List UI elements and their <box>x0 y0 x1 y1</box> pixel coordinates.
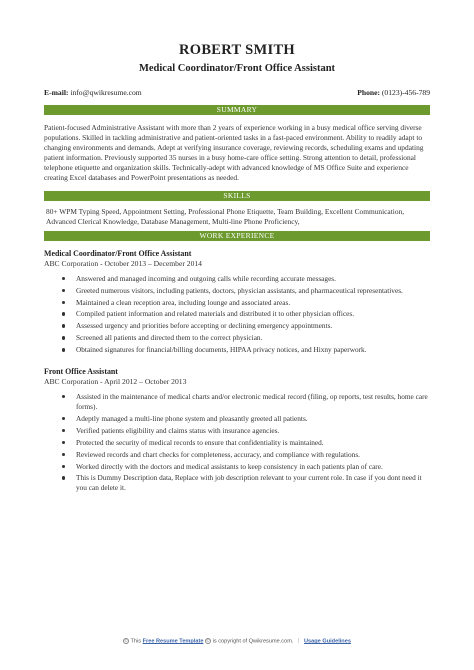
list-item: Verified patients eligibility and claims status with insurance agencies. <box>62 426 430 436</box>
free-resume-template-link[interactable]: Free Resume Template <box>142 638 204 645</box>
job-title: Front Office Assistant <box>44 367 118 377</box>
usage-guidelines-link[interactable]: Usage Guidelines <box>304 638 351 645</box>
list-item: Protected the security of medical records to ensure that confidentiality is maintained. <box>62 438 430 448</box>
contact-row <box>44 88 430 98</box>
list-item: Assessed urgency and priorities before accepting or declining emergency appointments. <box>62 321 430 331</box>
list-item: Worked directly with the doctors and medical assistants to keep consistency in each patients plan of care. <box>62 462 430 472</box>
summary-text: Patient-focused Administrative Assistant with more than 2 years of experience working in a busy medical office serving diverse populations. Skilled in tackling administrative and patient-oriented tasks in a fast-paced environment. Ability to readily adapt to changing environments and demands. Adept at verifying insurance coverage, reviewing records, scheduling exams and updating patient information. Previously supported 35 nurses in a busy home-care office setting. Strong attention to detail, professional telephone etiquette and organization skills. Technically-adept with advanced knowledge of MS Office Suite and experience creating Excel databases and PowerPoint presentations as needed. <box>44 123 424 183</box>
job-title: Medical Coordinator/Front Office Assistant <box>44 248 192 258</box>
list-item: Screened all patients and directed them to the correct physician. <box>62 333 430 343</box>
phone-value: (0123)-456-789 <box>381 88 430 97</box>
phone-label: Phone: <box>357 88 380 97</box>
skills-heading: SKILLS <box>44 191 430 201</box>
footer-prefix: This <box>130 638 142 645</box>
job-entry <box>44 249 430 355</box>
job-entry <box>44 367 430 493</box>
candidate-name: ROBERT SMITH <box>178 42 296 58</box>
skills-text: 80+ WPM Typing Speed, Appointment Setting, Professional Phone Etiquette, Team Building, Excellent Communication, Advanced Clerical Knowledge, Database Management, Multi-line Phone Proficiency, <box>46 206 405 226</box>
phone-block <box>357 88 430 98</box>
job-bullets <box>44 392 430 493</box>
email-block <box>44 88 142 98</box>
job-company: ABC Corporation - April 2012 – October 2013 <box>44 377 187 387</box>
copyright-icon: © <box>124 638 128 643</box>
list-item: Maintained a clean reception area, including lounge and associated areas. <box>62 298 430 308</box>
job-bullets <box>44 274 430 355</box>
list-item: Adeptly managed a multi-line phone system and pleasantly greeted all patients. <box>62 414 430 424</box>
work-experience-heading: WORK EXPERIENCE <box>44 231 430 241</box>
list-item: Reviewed records and chart checks for completeness, accuracy, and compliance with regulations. <box>62 450 430 460</box>
footer-divider: | <box>297 638 300 645</box>
list-item: Greeted numerous visitors, including patients, doctors, physician assistants, and pharmaceutical representatives. <box>62 286 430 296</box>
summary-heading: SUMMARY <box>44 105 430 115</box>
page-footer <box>0 638 474 644</box>
list-item: Compiled patient information and related materials and distributed it to other physician offices. <box>62 309 430 319</box>
list-item: Answered and managed incoming and outgoing calls while recording accurate messages. <box>62 274 430 284</box>
list-item: This is Dummy Description data, Replace with job description relevant to your current role. In case if you dont need it you can delete it. <box>62 473 430 493</box>
job-company: ABC Corporation - October 2013 – December 2014 <box>44 258 202 268</box>
list-item: Assisted in the maintenance of medical charts and/or electronic medical record (filing, op reports, test results, home care forms). <box>62 392 430 412</box>
email-value[interactable]: info@qwikresume.com <box>70 88 142 97</box>
candidate-title: Medical Coordinator/Front Office Assistant <box>138 63 336 74</box>
email-label: E-mail: <box>44 88 69 97</box>
list-item: Obtained signatures for financial/billing documents, HIPAA privacy notices, and Hixny paperwork. <box>62 345 430 355</box>
footer-middle: is copyright of Qwikresume.com. <box>212 638 294 645</box>
copyright-icon: © <box>206 638 210 643</box>
